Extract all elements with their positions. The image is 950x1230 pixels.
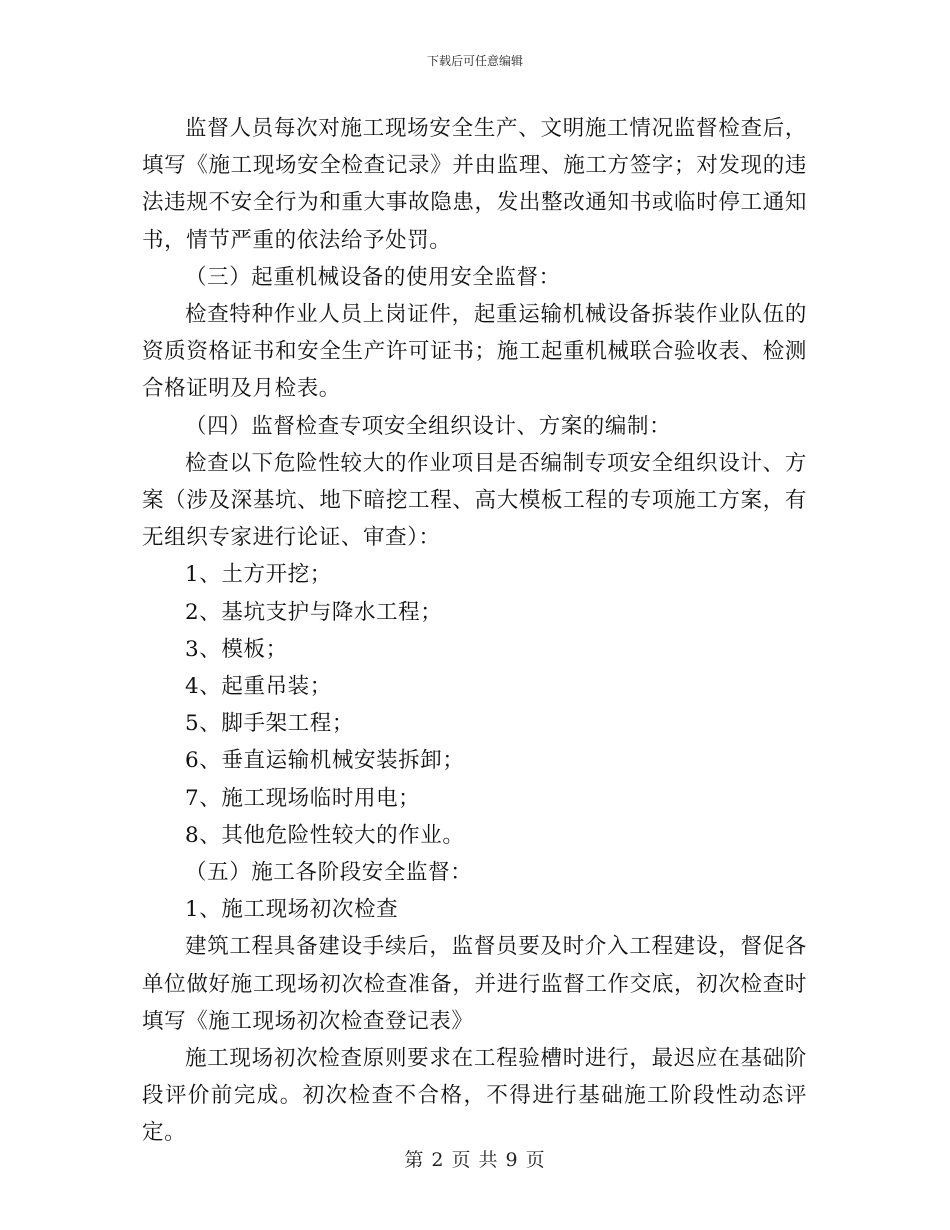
paragraph: 检查特种作业人员上岗证件，起重运输机械设备拆装作业队伍的资质资格证书和安全生产许可证书；施工起重机械联合验收表、检测合格证明及月检表。 [142, 302, 807, 402]
paragraph: 监督人员每次对施工现场安全生产、文明施工情况监督检查后，填写《施工现场安全检查记录》并由监理、施工方签字；对发现的违法违规不安全行为和重大事故隐患，发出整改通知书或临时停工通知书，情节严重的依法给予处罚。 [142, 116, 807, 253]
list-item: 5、脚手架工程； [185, 711, 354, 737]
paragraph: 检查以下危险性较大的作业项目是否编制专项安全组织设计、方案（涉及深基坑、地下暗挖工程、高大模板工程的专项施工方案，有无组织专家进行论证、审查）： [142, 450, 807, 551]
section-heading: （四）监督检查专项安全组织设计、方案的编制： [185, 413, 672, 439]
paragraph: 建筑工程具备建设手续后，监督员要及时介入工程建设，督促各单位做好施工现场初次检查准备，并进行监督工作交底，初次检查时填写《施工现场初次检查登记表》 [142, 934, 807, 1034]
document-body [142, 110, 807, 1152]
list-item: 3、模板； [185, 636, 288, 662]
page-header: 下载后可任意编辑 [426, 54, 523, 68]
page-number: 第 2 页 共 9 页 [404, 1149, 546, 1171]
section-heading: （五）施工各阶段安全监督： [185, 860, 473, 886]
list-item: 7、施工现场临时用电； [185, 785, 421, 811]
list-item: 1、土方开挖； [185, 562, 332, 588]
list-item: 4、起重吊装； [185, 674, 332, 700]
list-item: 8、其他危险性较大的作业。 [185, 822, 465, 848]
section-heading: （三）起重机械设备的使用安全监督： [185, 264, 561, 290]
list-item: 6、垂直运输机械安装拆卸； [185, 748, 465, 774]
list-item: 2、基坑支护与降水工程； [185, 599, 443, 625]
paragraph: 施工现场初次检查原则要求在工程验槽时进行，最迟应在基础阶段评价前完成。初次检查不合格，不得进行基础施工阶段性动态评定。 [142, 1046, 807, 1146]
subsection-heading: 1、施工现场初次检查 [185, 897, 399, 923]
